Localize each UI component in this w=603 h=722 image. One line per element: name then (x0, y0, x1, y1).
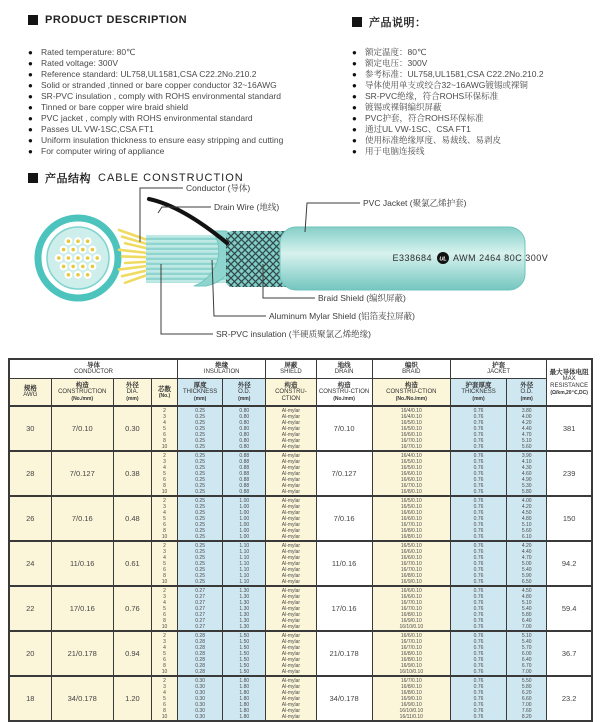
cell-ins_od: 1.00 1.00 1.00 1.00 1.00 1.00 1.00 (223, 496, 266, 541)
subheader-col-10: 外径 O.D. (mm) (507, 379, 547, 407)
description-bullet-cn: ● 用于电脑连接线 (352, 146, 597, 157)
cell-dia: 0.30 (113, 406, 151, 451)
subheader-col-1: 构造 CONSTRUCTION (No./mm) (51, 379, 113, 407)
product-description-heading (28, 14, 187, 26)
cell-dia: 0.48 (113, 496, 151, 541)
table-row-awg-22 (9, 586, 592, 631)
description-bullet-en: ● Passes UL VW-1SC,CSA FT1 (28, 124, 358, 135)
cell-jacket_thickness: 0.76 0.76 0.76 0.76 0.76 0.76 0.76 (450, 676, 506, 721)
cell-dia: 0.38 (113, 451, 151, 496)
cell-awg: 18 (9, 676, 51, 721)
cell-drain: 34/0.178 (316, 676, 372, 721)
cell-braid: 16/5/0.10 16/6/0.10 16/6/0.10 16/7/0.10 16/7/0.10 16/8/0.10 16/9/0.10 (372, 541, 450, 586)
description-bullet-en: ● Reference standard: UL758,UL1581,CSA C22.2No.210.2 (28, 69, 358, 80)
group-header-drain: 地线 DRAIN (316, 359, 372, 379)
cell-dia: 0.94 (113, 631, 151, 676)
group-header-conductor: 导体 CONDUCTOR (9, 359, 178, 379)
cell-shield: Al-mylar Al-mylar Al-mylar Al-mylar Al-mylar Al-mylar Al-mylar (266, 406, 316, 451)
cell-drain: 21/0.178 (316, 631, 372, 676)
ul-logo-icon (437, 252, 449, 264)
cell-ins_thickness: 0.25 0.25 0.25 0.25 0.25 0.25 0.25 (178, 541, 223, 586)
cell-jacket_od: 4.50 4.80 5.10 5.40 5.80 6.40 7.00 (507, 586, 547, 631)
header-max-resistance: 最大导体电阻 MAX RESISTANCE (Ω/km,20℃,DC) (547, 359, 592, 406)
description-bullet-en: ● Rated temperature: 80℃ (28, 47, 358, 58)
subheader-col-4: 厚度 THICKNESS (mm) (178, 379, 223, 407)
product-description-cn-title: 产品说明： (369, 17, 427, 29)
cell-jacket_thickness: 0.76 0.76 0.76 0.76 0.76 0.76 0.76 (450, 496, 506, 541)
cell-cores: 2 3 4 5 6 8 10 (151, 586, 177, 631)
cell-cores: 2 3 4 5 6 8 10 (151, 676, 177, 721)
strand-dot-core (57, 256, 61, 260)
strand-dot-core (67, 273, 71, 277)
cell-drain: 11/0.16 (316, 541, 372, 586)
cell-jacket_od: 4.00 4.20 4.50 4.80 5.10 5.60 6.10 (507, 496, 547, 541)
subheader-col-5: 外径 O.D. (mm) (223, 379, 266, 407)
cell-shield: Al-mylar Al-mylar Al-mylar Al-mylar Al-mylar Al-mylar Al-mylar (266, 496, 316, 541)
label-conductor: Conductor (导体) (186, 183, 251, 193)
description-bullet-en: ● Uniform insulation thickness to ensure easy stripping and cutting (28, 135, 358, 146)
cell-jacket_od: 4.20 4.40 4.70 5.00 5.40 5.90 6.50 (507, 541, 547, 586)
group-header-braid: 编织 BRAID (372, 359, 450, 379)
table-row-awg-18 (9, 676, 592, 721)
cell-drain: 7/0.10 (316, 406, 372, 451)
cell-jacket_od: 3.90 4.10 4.30 4.60 4.90 5.30 5.80 (507, 451, 547, 496)
cell-braid: 16/5/0.10 16/5/0.10 16/6/0.10 16/6/0.10 16/7/0.10 16/8/0.10 16/8/0.10 (372, 496, 450, 541)
table-row-awg-28 (9, 451, 592, 496)
cell-jacket_od: 5.10 5.40 5.70 6.00 6.40 6.70 7.00 (507, 631, 547, 676)
subheader-col-8: 构造 CONSTRU-CTION (No./No./mm) (372, 379, 450, 407)
cell-cores: 2 3 4 5 6 8 10 (151, 451, 177, 496)
cell-jacket_thickness: 0.76 0.76 0.76 0.76 0.76 0.76 0.76 (450, 586, 506, 631)
table-subheader-row (9, 379, 592, 407)
strand-dot-core (95, 256, 99, 260)
cell-resistance: 59.4 (547, 586, 592, 631)
cell-construction: 21/0.178 (51, 631, 113, 676)
cell-shield: Al-mylar Al-mylar Al-mylar Al-mylar Al-mylar Al-mylar Al-mylar (266, 541, 316, 586)
cell-awg: 28 (9, 451, 51, 496)
cell-braid: 16/4/0.10 16/4/0.10 16/5/0.10 16/5/0.10 16/6/0.10 16/7/0.10 16/7/0.10 (372, 406, 450, 451)
cell-resistance: 94.2 (547, 541, 592, 586)
cell-jacket_thickness: 0.76 0.76 0.76 0.76 0.76 0.76 0.76 (450, 451, 506, 496)
cell-shield: Al-mylar Al-mylar Al-mylar Al-mylar Al-mylar Al-mylar Al-mylar (266, 451, 316, 496)
svg-text:UL: UL (439, 256, 447, 263)
product-description-list-en (28, 47, 358, 157)
cell-drain: 7/0.16 (316, 496, 372, 541)
cell-resistance: 381 (547, 406, 592, 451)
label-drain-wire: Drain Wire (地线) (214, 202, 280, 212)
description-bullet-en: ● PVC jacket , comply with ROHS environmental standard (28, 113, 358, 124)
cell-shield: Al-mylar Al-mylar Al-mylar Al-mylar Al-mylar Al-mylar Al-mylar (266, 586, 316, 631)
cell-jacket_od: 5.50 5.80 6.20 6.60 7.00 7.60 8.20 (507, 676, 547, 721)
strand-dot-core (62, 248, 66, 252)
table-row-awg-26 (9, 496, 592, 541)
jacket-print-cert: AWM 2464 80C 300V (453, 253, 549, 263)
label-sr-pvc-insulation: SR-PVC insulation (半硬质聚氯乙烯绝缘) (216, 329, 371, 339)
product-description-cn-heading (352, 14, 427, 30)
description-bullet-cn: ● 导体使用单支或绞合32~16AWG镀锡或裸铜 (352, 80, 597, 91)
cell-drain: 17/0.16 (316, 586, 372, 631)
label-aluminum-mylar-shield: Aluminum Mylar Shield (铝箔麦拉屏蔽) (269, 311, 415, 321)
cell-awg: 22 (9, 586, 51, 631)
table-row-awg-30 (9, 406, 592, 451)
group-header-shield: 屏蔽 SHIELD (266, 359, 316, 379)
cell-ins_thickness: 0.25 0.25 0.25 0.25 0.25 0.25 0.25 (178, 496, 223, 541)
description-bullet-cn: ● 额定温度：80℃ (352, 47, 597, 58)
section-square-marker (352, 17, 362, 27)
product-description-list-cn (352, 47, 597, 157)
cell-ins_od: 0.88 0.88 0.88 0.88 0.88 0.88 0.88 (223, 451, 266, 496)
cable-construction-title-cn: 产品结构 (45, 173, 91, 185)
cable-cross-section-illustration (38, 218, 118, 298)
table-row-awg-20 (9, 631, 592, 676)
cell-ins_od: 0.80 0.80 0.80 0.80 0.80 0.80 0.80 (223, 406, 266, 451)
group-header-insulation: 绝缘 INSULATION (178, 359, 266, 379)
subheader-col-6: 构造 CONSTRU-CTION (266, 379, 316, 407)
strand-dot-core (71, 248, 75, 252)
strand-dot-core (91, 265, 95, 269)
description-bullet-en: ● Rated voltage: 300V (28, 58, 358, 69)
cell-awg: 20 (9, 631, 51, 676)
table-row-awg-24 (9, 541, 592, 586)
label-braid-shield: Braid Shield (编织屏蔽) (318, 293, 406, 303)
description-bullet-en: ● Solid or stranded ,tinned or bare copper conductor 32~16AWG (28, 80, 358, 91)
cell-construction: 7/0.16 (51, 496, 113, 541)
cell-braid: 16/7/0.10 16/8/0.10 16/8/0.10 16/9/0.10 16/9/0.10 16/10/0.10 16/11/0.10 (372, 676, 450, 721)
description-bullet-cn: ● 镀锡或裸铜编织屏蔽 (352, 102, 597, 113)
section-square-marker (28, 15, 38, 25)
cell-awg: 24 (9, 541, 51, 586)
cell-jacket_thickness: 0.76 0.76 0.76 0.76 0.76 0.76 0.76 (450, 541, 506, 586)
strand-dot-core (81, 265, 85, 269)
strand-dot-core (86, 239, 90, 243)
cell-ins_od: 1.50 1.50 1.50 1.50 1.50 1.50 1.50 (223, 631, 266, 676)
strand-dot-core (71, 265, 75, 269)
cell-ins_thickness: 0.30 0.30 0.30 0.30 0.30 0.30 0.30 (178, 676, 223, 721)
cell-jacket_thickness: 0.76 0.76 0.76 0.76 0.76 0.76 0.76 (450, 631, 506, 676)
strand-dot-core (62, 265, 66, 269)
cell-ins_od: 1.10 1.10 1.10 1.10 1.10 1.10 1.10 (223, 541, 266, 586)
cell-construction: 34/0.178 (51, 676, 113, 721)
cell-ins_thickness: 0.25 0.25 0.25 0.25 0.25 0.25 0.25 (178, 451, 223, 496)
strand-dot-core (67, 239, 71, 243)
description-bullet-cn: ● 额定电压：300V (352, 58, 597, 69)
cell-ins_thickness: 0.25 0.25 0.25 0.25 0.25 0.25 0.25 (178, 406, 223, 451)
cell-dia: 0.61 (113, 541, 151, 586)
strand-dot-core (76, 239, 80, 243)
cell-resistance: 36.7 (547, 631, 592, 676)
subheader-col-3: 芯数 (No.) (151, 379, 177, 407)
strand-dot-core (86, 273, 90, 277)
description-bullet-cn: ● 使用标准绝缘厚度、易裁线、易剥皮 (352, 135, 597, 146)
description-bullet-en: ● For computer wiring of appliance (28, 146, 358, 157)
cell-braid: 16/4/0.10 16/5/0.10 16/5/0.10 16/6/0.10 16/6/0.10 16/7/0.10 16/8/0.10 (372, 451, 450, 496)
subheader-col-7: 构造 CONSTRU-CTION (No./mm) (316, 379, 372, 407)
description-bullet-cn: ● PVC护套，符合ROHS环保标准 (352, 113, 597, 124)
description-bullet-cn: ● SR-PVC绝缘，符合ROHS环保标准 (352, 91, 597, 102)
cell-resistance: 239 (547, 451, 592, 496)
subheader-col-0: 规格 AWG (9, 379, 51, 407)
description-bullet-en: ● Tinned or bare copper wire braid shield (28, 102, 358, 113)
spec-table (8, 358, 593, 722)
cell-ins_od: 1.30 1.30 1.30 1.30 1.30 1.30 1.30 (223, 586, 266, 631)
cell-drain: 7/0.127 (316, 451, 372, 496)
cell-cores: 2 3 4 5 6 8 10 (151, 631, 177, 676)
cell-shield: Al-mylar Al-mylar Al-mylar Al-mylar Al-mylar Al-mylar Al-mylar (266, 631, 316, 676)
cell-braid: 16/6/0.10 16/6/0.10 16/7/0.10 16/7/0.10 16/8/0.10 16/9/0.10 16/10/0.10 (372, 586, 450, 631)
table-group-header-row (9, 359, 592, 379)
label-pvc-jacket: PVC Jacket (聚氯乙烯护套) (363, 198, 467, 208)
cell-dia: 0.76 (113, 586, 151, 631)
cable-cutaway-illustration (119, 199, 548, 290)
cell-dia: 1.20 (113, 676, 151, 721)
cell-construction: 17/0.16 (51, 586, 113, 631)
cell-braid: 16/6/0.10 16/7/0.10 16/7/0.10 16/8/0.10 16/8/0.10 16/9/0.10 16/10/0.10 (372, 631, 450, 676)
cell-construction: 7/0.10 (51, 406, 113, 451)
subheader-col-9: 护套厚度 THICKNESS (mm) (450, 379, 506, 407)
cell-ins_od: 1.80 1.80 1.80 1.80 1.80 1.80 1.80 (223, 676, 266, 721)
cell-resistance: 150 (547, 496, 592, 541)
cell-jacket_thickness: 0.76 0.76 0.76 0.76 0.76 0.76 0.76 (450, 406, 506, 451)
cell-ins_thickness: 0.27 0.27 0.27 0.27 0.27 0.27 0.27 (178, 586, 223, 631)
strand-dot-core (76, 273, 80, 277)
group-header-jacket: 护套 JACKET (450, 359, 546, 379)
strand-dot-core (76, 256, 80, 260)
strand-dot-core (67, 256, 71, 260)
cell-resistance: 23.2 (547, 676, 592, 721)
cell-ins_thickness: 0.28 0.28 0.28 0.28 0.28 0.28 0.28 (178, 631, 223, 676)
description-bullet-cn: ● 通过UL VW-1SC、CSA FT1 (352, 124, 597, 135)
strand-dot-core (91, 248, 95, 252)
cell-construction: 7/0.127 (51, 451, 113, 496)
product-description-title: PRODUCT DESCRIPTION (45, 14, 188, 26)
cable-construction-title-en: CABLE CONSTRUCTION (98, 172, 244, 184)
subheader-col-2: 外径 DIA. (mm) (113, 379, 151, 407)
cell-awg: 30 (9, 406, 51, 451)
description-bullet-en: ● SR-PVC insulation , comply with ROHS environmental standard (28, 91, 358, 102)
cell-jacket_od: 3.80 4.00 4.20 4.40 4.70 5.10 5.60 (507, 406, 547, 451)
cell-construction: 11/0.16 (51, 541, 113, 586)
cell-shield: Al-mylar Al-mylar Al-mylar Al-mylar Al-mylar Al-mylar Al-mylar (266, 676, 316, 721)
description-bullet-cn: ● 参考标准：UL758,UL1581,CSA C22.2No.210.2 (352, 69, 597, 80)
cable-construction-diagram (0, 180, 603, 358)
strand-dot-core (81, 248, 85, 252)
cell-cores: 2 3 4 5 6 8 10 (151, 406, 177, 451)
strand-dot-core (86, 256, 90, 260)
cell-awg: 26 (9, 496, 51, 541)
jacket-print-ul-file-number: E338684 (392, 253, 432, 263)
cell-cores: 2 3 4 5 6 8 10 (151, 496, 177, 541)
cell-cores: 2 3 4 5 6 8 10 (151, 541, 177, 586)
